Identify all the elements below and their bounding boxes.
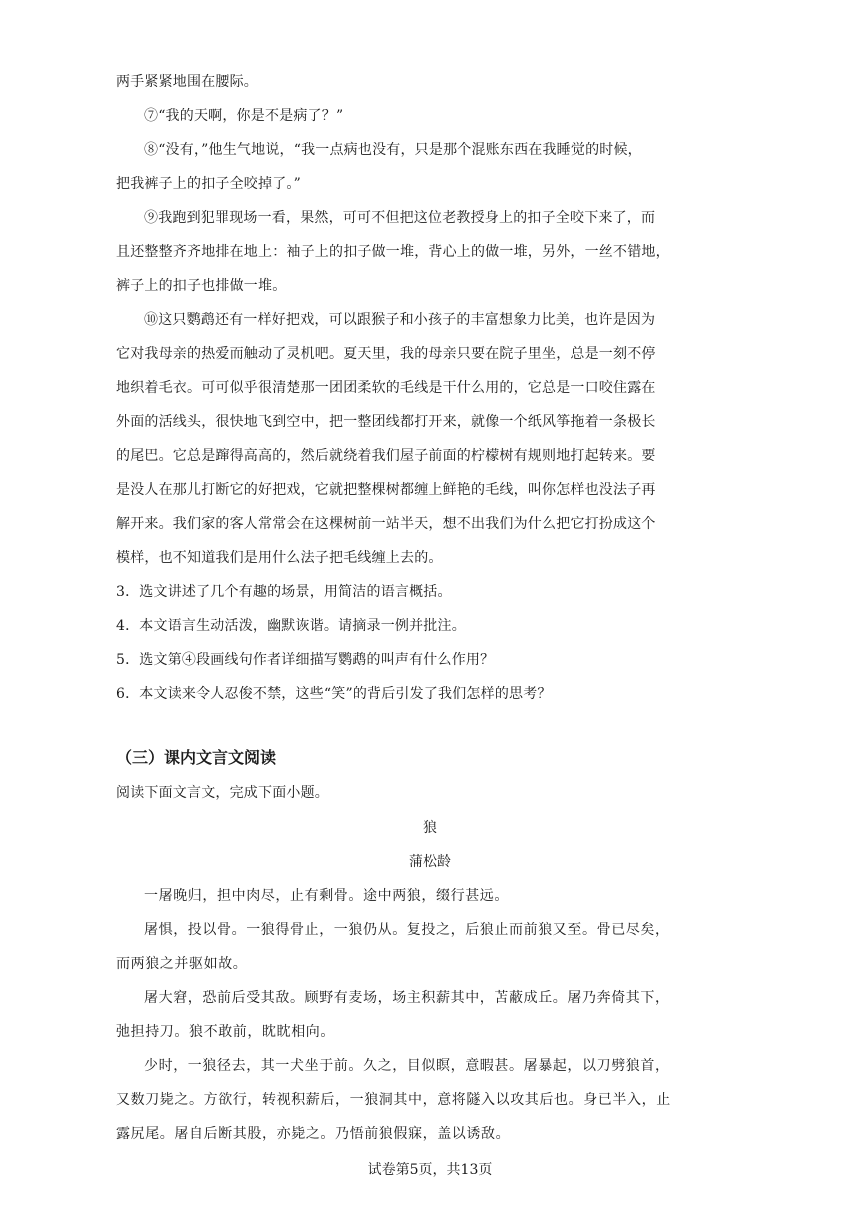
passage-line: 把我裤子上的扣子全咬掉了。”	[116, 176, 301, 192]
passage-line: 解开来。我们家的客人常常会在这棵树前一站半天，想不出我们为什么把它打扮成这个	[116, 516, 656, 532]
classical-line: 一屠晚归，担中肉尽，止有剩骨。途中两狼，缀行甚远。	[144, 888, 509, 904]
passage-line: 是没人在那儿打断它的好把戏，它就把整棵树都缠上鲜艳的毛线，叫你怎样也没法子再	[116, 482, 656, 498]
question-5: 5．选文第④段画线句作者详细描写鹦鹉的叫声有什么作用？	[116, 652, 495, 668]
passage-paragraph-9: ⑨我跑到犯罪现场一看，果然，可可不但把这位老教授身上的扣子全咬下来了，而	[144, 210, 656, 226]
classical-line: 又数刀毙之。方欲行，转视积薪后，一狼洞其中，意将隧入以攻其后也。身已半入，止	[116, 1092, 671, 1108]
passage-paragraph-7: ⑦“我的天啊，你是不是病了？”	[144, 108, 344, 124]
passage-line: 模样，也不知道我们是用什么法子把毛线缠上去的。	[116, 550, 443, 566]
passage-line: 且还整整齐齐地排在地上：袖子上的扣子做一堆，背心上的做一堆，另外，一丝不错地，	[116, 244, 670, 260]
passage-paragraph-8: ⑧“没有，”他生气地说，“我一点病也没有，只是那个混账东西在我睡觉的时候，	[144, 142, 642, 158]
classical-line: 屠大窘，恐前后受其敌。顾野有麦场，场主积薪其中，苫蔽成丘。屠乃奔倚其下，	[144, 990, 670, 1006]
question-4: 4．本文语言生动活泼，幽默诙谐。请摘录一例并批注。	[116, 618, 466, 634]
classical-line: 少时，一狼径去，其一犬坐于前。久之，目似瞑，意暇甚。屠暴起，以刀劈狼首，	[144, 1058, 670, 1074]
passage-paragraph-10: ⑩这只鹦鹉还有一样好把戏，可以跟猴子和小孩子的丰富想象力比美，也许是因为	[144, 312, 656, 328]
passage-line: 的尾巴。它总是蹿得高高的，然后就绕着我们屋子前面的柠檬树有规则地打起转来。要	[116, 448, 656, 464]
classical-line: 弛担持刀。狼不敢前，眈眈相向。	[116, 1024, 335, 1040]
passage-line: 外面的活线头，很快地飞到空中，把一整团线都打开来，就像一个纸风筝拖着一条极长	[116, 414, 656, 430]
classical-line: 露尻尾。屠自后断其股，亦毙之。乃悟前狼假寐，盖以诱敌。	[116, 1126, 511, 1142]
question-3: 3．选文讲述了几个有趣的场景，用简洁的语言概括。	[116, 584, 452, 600]
passage-line: 裤子上的扣子也排做一堆。	[116, 278, 287, 294]
classical-line: 屠惧，投以骨。一狼得骨止，一狼仍从。复投之，后狼止而前狼又至。骨已尽矣，	[144, 922, 670, 938]
passage-line: 两手紧紧地围在腰际。	[116, 74, 258, 90]
classical-line: 而两狼之并驱如故。	[116, 956, 248, 972]
section-title: （三）课内文言文阅读	[116, 748, 277, 767]
section-instruction: 阅读下面文言文，完成下面小题。	[116, 785, 329, 801]
page-footer: 试卷第5页，共13页	[367, 1162, 493, 1178]
passage-line: 地织着毛衣。可可似乎很清楚那一团团柔软的毛线是干什么用的，它总是一口咬住露在	[116, 380, 656, 396]
passage-line: 它对我母亲的热爱而触动了灵机吧。夏天里，我的母亲只要在院子里坐，总是一刻不停	[116, 346, 656, 362]
classical-title: 狼	[423, 820, 437, 836]
classical-author: 蒲松龄	[409, 854, 451, 870]
question-6: 6．本文读来令人忍俊不禁，这些“笑”的背后引发了我们怎样的思考？	[116, 686, 552, 702]
